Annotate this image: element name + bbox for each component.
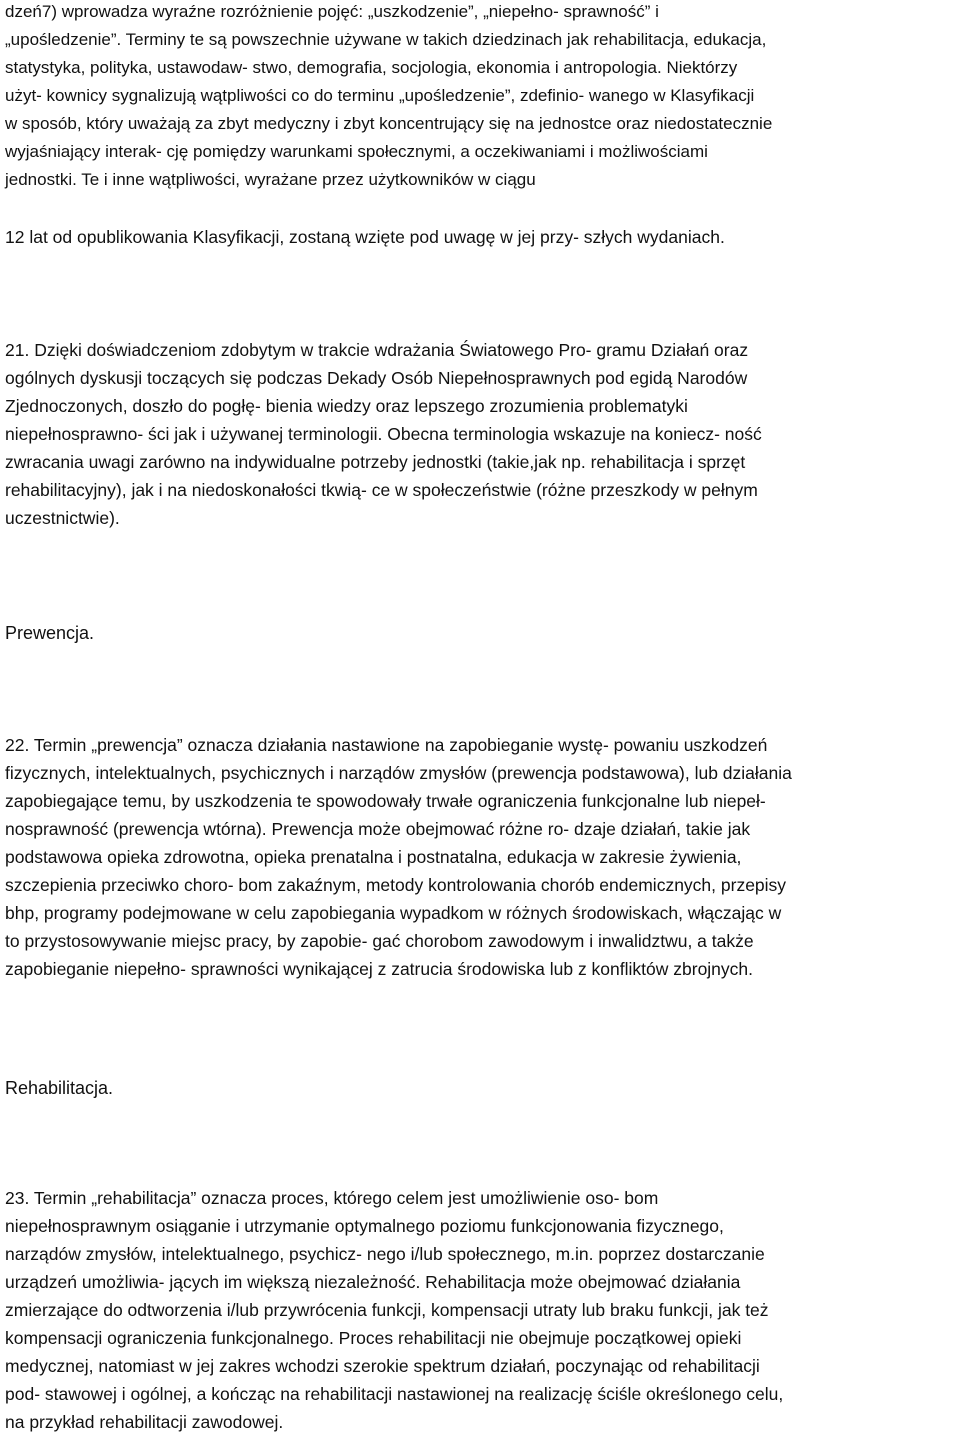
section-heading-prevention: Prewencja. [5, 623, 95, 643]
text-line: zapobiegające temu, by uszkodzenia te spowodowały trwałe ograniczenia funkcjonalne lub niepeł- [5, 791, 766, 811]
text-line: na przykład rehabilitacji zawodowej. [5, 1412, 284, 1432]
text-line: w sposób, który uważają za zbyt medyczny i zbyt koncentrujący się na jednostce oraz niedostatecznie [5, 114, 773, 133]
text-line: jednostki. Te i inne wątpliwości, wyrażane przez użytkowników w ciągu [5, 170, 536, 189]
text-line: bhp, programy podejmowane w celu zapobiegania wypadkom w różnych środowiskach, włączając w [5, 903, 782, 923]
text-line: medycznej, natomiast w jej zakres wchodzi szerokie spektrum działań, poczynając od rehabilitacji [5, 1356, 760, 1376]
text-line: 23. Termin „rehabilitacja” oznacza proces, którego celem jest umożliwienie oso- bom [5, 1188, 659, 1208]
text-line: zmierzające do odtworzenia i/lub przywrócenia funkcji, kompensacji utraty lub braku funkcji, jak też [5, 1300, 769, 1320]
text-line: urządzeń umożliwia- jących im większą niezależność. Rehabilitacja może obejmować działania [5, 1272, 741, 1292]
text-line: 22. Termin „prewencja” oznacza działania nastawione na zapobieganie wystę- powaniu uszkodzeń [5, 735, 768, 755]
text-line: podstawowa opieka zdrowotna, opieka prenatalna i postnatalna, edukacja w zakresie żywienia, [5, 847, 742, 867]
text-line: dzeń7) wprowadza wyraźne rozróżnienie pojęć: „uszkodzenie”, „niepełno- sprawność” i [5, 2, 659, 21]
text-line: statystyka, polityka, ustawodaw- stwo, demografia, socjologia, ekonomia i antropologia. Niektórzy [5, 58, 738, 77]
text-line: zwracania uwagi zarówno na indywidualne potrzeby jednostki (takie,jak np. rehabilitacja i sprzęt [5, 452, 746, 472]
text-line: użyt- kownicy sygnalizują wątpliwości co do terminu „upośledzenie”, zdefinio- wanego w Klasyfikacji [5, 86, 755, 105]
text-line: to przystosowywanie miejsc pracy, by zapobie- gać chorobom zawodowym i inwalidztwu, a także [5, 931, 754, 951]
text-line: wyjaśniający interak- cję pomiędzy warunkami społecznymi, a oczekiwaniami i możliwościami [5, 142, 708, 161]
text-line: zapobieganie niepełno- sprawności wynikającej z zatrucia środowiska lub z konfliktów zbrojnych. [5, 959, 754, 979]
text-line: szczepienia przeciwko choro- bom zakaźnym, metody kontrolowania chorób endemicznych, przepisy [5, 875, 787, 895]
text-line: kompensacji ograniczenia funkcjonalnego. Proces rehabilitacji nie obejmuje początkowej opieki [5, 1328, 742, 1348]
section-heading-rehabilitation: Rehabilitacja. [5, 1078, 114, 1098]
text-line: narządów zmysłów, intelektualnego, psychicz- nego i/lub społecznego, m.in. poprzez dostarczanie [5, 1244, 765, 1264]
text-line: rehabilitacyjny), jak i na niedoskonałości tkwią- ce w społeczeństwie (różne przeszkody w pełnym [5, 480, 758, 500]
text-line: niepełnosprawno- ści jak i używanej terminologii. Obecna terminologia wskazuje na koniecz- ność [5, 424, 762, 444]
text-line: 21. Dzięki doświadczeniom zdobytym w trakcie wdrażania Światowego Pro- gramu Działań oraz [5, 340, 749, 360]
text-line: nosprawność (prewencja wtórna). Prewencja może obejmować różne ro- dzaje działań, takie jak [5, 819, 751, 839]
text-line: niepełnosprawnym osiąganie i utrzymanie optymalnego poziomu funkcjonowania fizycznego, [5, 1216, 724, 1236]
text-line: 12 lat od opublikowania Klasyfikacji, zostaną wzięte pod uwagę w jej przy- szłych wydaniach. [5, 227, 725, 247]
text-line: ogólnych dyskusji toczących się podczas Dekady Osób Niepełnosprawnych pod egidą Narodów [5, 368, 748, 388]
text-line: Zjednoczonych, doszło do pogłę- bienia wiedzy oraz lepszego zrozumienia problematyki [5, 396, 688, 416]
text-line: fizycznych, intelektualnych, psychicznych i narządów zmysłów (prewencja podstawowa), lub działania [5, 763, 792, 783]
text-line: pod- stawowej i ogólnej, a kończąc na rehabilitacji nastawionej na realizację ściśle określonego celu, [5, 1384, 784, 1404]
text-line: „upośledzenie”. Terminy te są powszechnie używane w takich dziedzinach jak rehabilitacja, edukacja, [5, 30, 767, 49]
text-line: uczestnictwie). [5, 508, 120, 528]
